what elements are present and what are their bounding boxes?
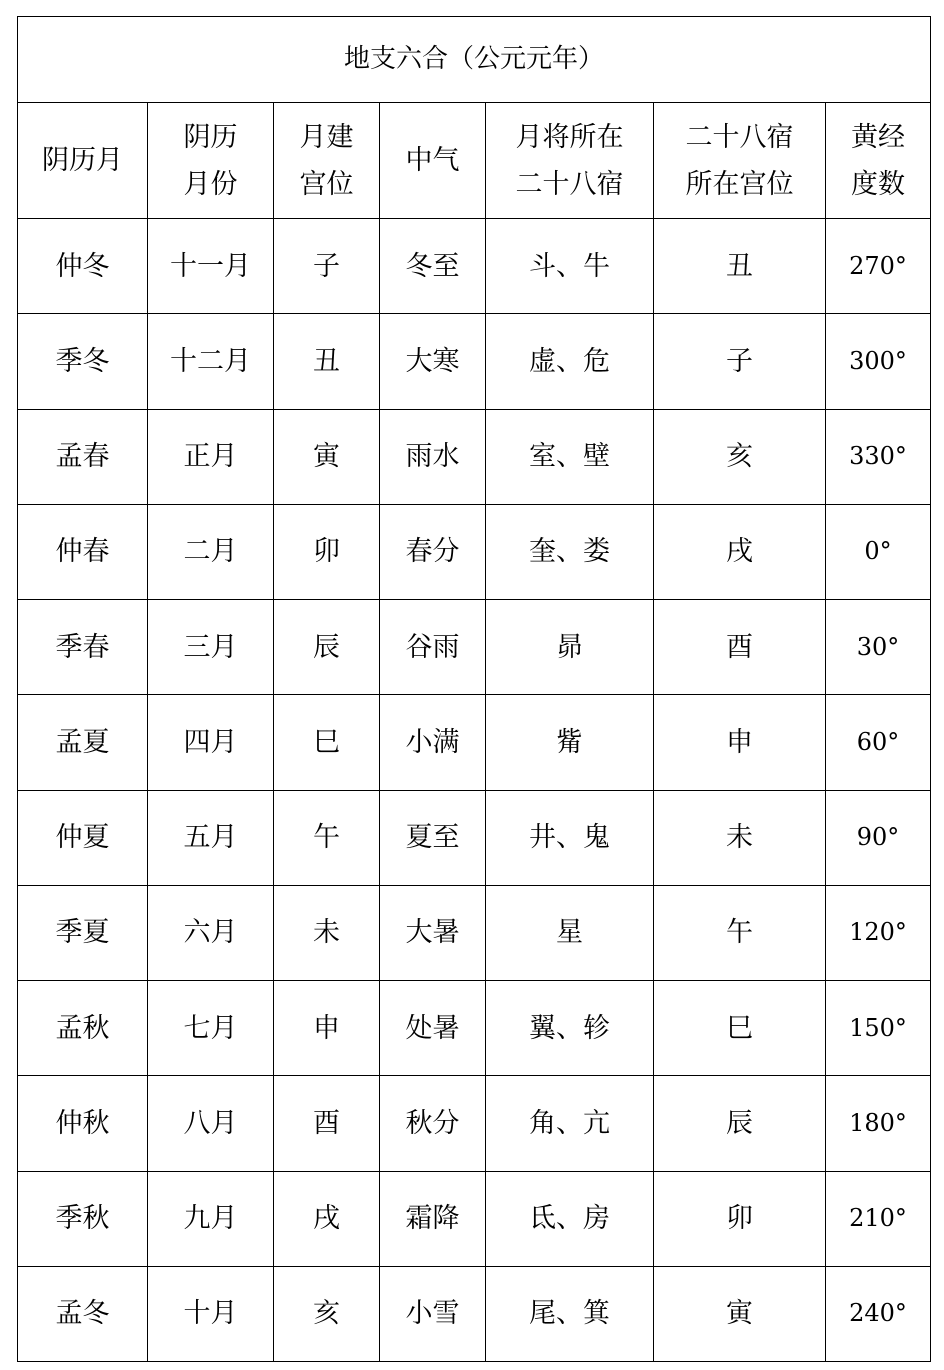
cell-ecliptic-longitude: 120° [826, 885, 931, 980]
cell-mansion-palace: 午 [654, 885, 826, 980]
header-line: 黄经 [851, 121, 906, 153]
cell-solar-term: 秋分 [380, 1076, 486, 1171]
cell-lunar-mansion: 觜 [486, 695, 654, 790]
cell-month-branch: 未 [274, 885, 380, 980]
cell-lunar-month: 孟夏 [18, 695, 148, 790]
header-line: 度数 [851, 168, 906, 200]
cell-ecliptic-longitude: 330° [826, 409, 931, 504]
header-ecliptic-longitude [826, 103, 931, 219]
table-row [18, 695, 931, 790]
cell-mansion-palace: 巳 [654, 981, 826, 1076]
cell-lunar-month: 季夏 [18, 885, 148, 980]
header-line: 二十八宿 [685, 121, 794, 153]
table-row [18, 409, 931, 504]
cell-month-branch: 巳 [274, 695, 380, 790]
cell-solar-term: 小雪 [380, 1266, 486, 1361]
cell-month-number: 十二月 [148, 314, 274, 409]
cell-lunar-mansion: 星 [486, 885, 654, 980]
cell-ecliptic-longitude: 300° [826, 314, 931, 409]
header-lunar-mansion [486, 103, 654, 219]
cell-lunar-month: 季春 [18, 600, 148, 695]
cell-lunar-mansion: 室、壁 [486, 409, 654, 504]
cell-mansion-palace: 酉 [654, 600, 826, 695]
cell-mansion-palace: 卯 [654, 1171, 826, 1266]
cell-month-number: 十一月 [148, 219, 274, 314]
cell-mansion-palace: 丑 [654, 219, 826, 314]
cell-month-number: 六月 [148, 885, 274, 980]
cell-month-number: 十月 [148, 1266, 274, 1361]
cell-lunar-mansion: 尾、箕 [486, 1266, 654, 1361]
cell-mansion-palace: 未 [654, 790, 826, 885]
cell-lunar-mansion: 角、亢 [486, 1076, 654, 1171]
cell-month-branch: 戌 [274, 1171, 380, 1266]
cell-lunar-month: 孟春 [18, 409, 148, 504]
cell-month-number: 五月 [148, 790, 274, 885]
table-row [18, 1076, 931, 1171]
table-title: 地支六合（公元元年） [18, 17, 931, 103]
table-row [18, 1171, 931, 1266]
cell-solar-term: 雨水 [380, 409, 486, 504]
cell-month-branch: 申 [274, 981, 380, 1076]
header-line: 阴历 [183, 121, 238, 153]
cell-month-number: 二月 [148, 504, 274, 599]
cell-lunar-month: 季冬 [18, 314, 148, 409]
cell-ecliptic-longitude: 150° [826, 981, 931, 1076]
cell-lunar-mansion: 斗、牛 [486, 219, 654, 314]
cell-lunar-mansion: 井、鬼 [486, 790, 654, 885]
header-line: 二十八宿 [515, 168, 624, 200]
cell-mansion-palace: 辰 [654, 1076, 826, 1171]
cell-month-branch: 酉 [274, 1076, 380, 1171]
cell-solar-term: 大寒 [380, 314, 486, 409]
header-line: 所在宫位 [685, 168, 794, 200]
cell-ecliptic-longitude: 90° [826, 790, 931, 885]
cell-lunar-month: 仲冬 [18, 219, 148, 314]
cell-lunar-month: 孟秋 [18, 981, 148, 1076]
table-row [18, 219, 931, 314]
header-lunar-month [18, 103, 148, 219]
header-line: 月将所在 [515, 121, 624, 153]
table-row [18, 981, 931, 1076]
cell-mansion-palace: 子 [654, 314, 826, 409]
cell-ecliptic-longitude: 60° [826, 695, 931, 790]
cell-month-branch: 寅 [274, 409, 380, 504]
table-row [18, 504, 931, 599]
header-month-branch [274, 103, 380, 219]
cell-solar-term: 冬至 [380, 219, 486, 314]
cell-solar-term: 霜降 [380, 1171, 486, 1266]
cell-month-branch: 辰 [274, 600, 380, 695]
zodiac-table [17, 16, 931, 1362]
header-line: 中气 [405, 145, 460, 176]
header-line: 月份 [183, 168, 238, 200]
cell-ecliptic-longitude: 30° [826, 600, 931, 695]
cell-lunar-month: 仲秋 [18, 1076, 148, 1171]
cell-solar-term: 夏至 [380, 790, 486, 885]
cell-ecliptic-longitude: 180° [826, 1076, 931, 1171]
cell-solar-term: 谷雨 [380, 600, 486, 695]
table-row [18, 314, 931, 409]
header-solar-term [380, 103, 486, 219]
cell-month-branch: 卯 [274, 504, 380, 599]
table-row [18, 1266, 931, 1361]
header-row [18, 103, 931, 219]
title-row [18, 17, 931, 103]
cell-lunar-month: 孟冬 [18, 1266, 148, 1361]
header-line: 阴历月 [42, 145, 123, 176]
cell-lunar-mansion: 氐、房 [486, 1171, 654, 1266]
cell-mansion-palace: 申 [654, 695, 826, 790]
cell-mansion-palace: 戌 [654, 504, 826, 599]
table-row [18, 885, 931, 980]
cell-lunar-mansion: 虚、危 [486, 314, 654, 409]
cell-month-number: 正月 [148, 409, 274, 504]
cell-ecliptic-longitude: 270° [826, 219, 931, 314]
cell-ecliptic-longitude: 210° [826, 1171, 931, 1266]
header-mansion-palace [654, 103, 826, 219]
cell-month-branch: 子 [274, 219, 380, 314]
cell-month-number: 九月 [148, 1171, 274, 1266]
cell-lunar-mansion: 奎、娄 [486, 504, 654, 599]
table-row [18, 600, 931, 695]
cell-month-number: 七月 [148, 981, 274, 1076]
header-month-number [148, 103, 274, 219]
cell-solar-term: 春分 [380, 504, 486, 599]
cell-lunar-month: 季秋 [18, 1171, 148, 1266]
table-row [18, 790, 931, 885]
cell-month-number: 三月 [148, 600, 274, 695]
cell-month-number: 四月 [148, 695, 274, 790]
cell-month-branch: 丑 [274, 314, 380, 409]
cell-lunar-month: 仲夏 [18, 790, 148, 885]
cell-solar-term: 处暑 [380, 981, 486, 1076]
cell-lunar-month: 仲春 [18, 504, 148, 599]
cell-month-branch: 亥 [274, 1266, 380, 1361]
cell-solar-term: 大暑 [380, 885, 486, 980]
cell-solar-term: 小满 [380, 695, 486, 790]
cell-month-number: 八月 [148, 1076, 274, 1171]
cell-lunar-mansion: 翼、轸 [486, 981, 654, 1076]
cell-mansion-palace: 亥 [654, 409, 826, 504]
cell-ecliptic-longitude: 240° [826, 1266, 931, 1361]
cell-ecliptic-longitude: 0° [826, 504, 931, 599]
cell-mansion-palace: 寅 [654, 1266, 826, 1361]
header-line: 宫位 [299, 168, 354, 200]
header-line: 月建 [299, 121, 354, 153]
cell-month-branch: 午 [274, 790, 380, 885]
cell-lunar-mansion: 昴 [486, 600, 654, 695]
